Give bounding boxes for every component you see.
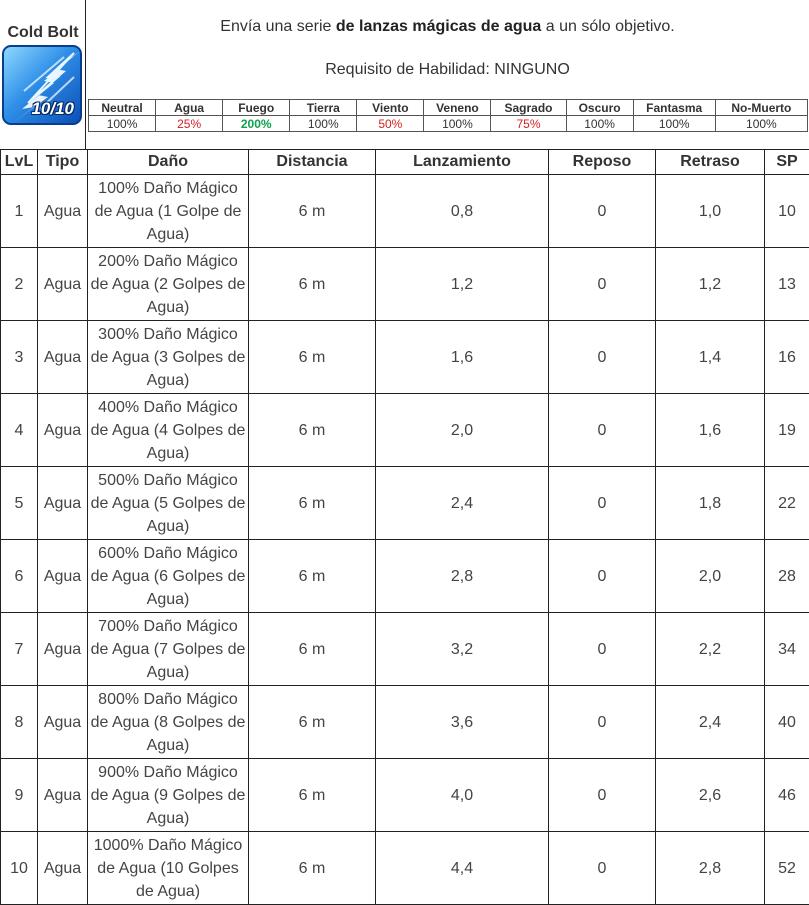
cell-dano: 300% Daño Mágico de Agua (3 Golpes de Agua) — [88, 321, 249, 394]
element-header: Veneno — [424, 100, 491, 116]
element-value: 100% — [89, 116, 156, 132]
table-row — [1, 394, 809, 467]
element-header: Viento — [357, 100, 424, 116]
cell-lanzamiento: 3,2 — [376, 613, 549, 686]
description-bold: de lanzas mágicas de agua — [336, 18, 541, 35]
column-header-tipo: Tipo — [38, 150, 88, 175]
cell-lanzamiento: 4,0 — [376, 759, 549, 832]
element-value: 100% — [290, 116, 357, 132]
cell-retraso: 2,0 — [656, 540, 765, 613]
element-header: Fantasma — [633, 100, 715, 116]
cell-lvl: 3 — [1, 321, 38, 394]
cell-distancia: 6 m — [249, 540, 376, 613]
element-value-row — [89, 116, 808, 132]
cell-tipo: Agua — [38, 321, 88, 394]
cell-lvl: 2 — [1, 248, 38, 321]
cell-sp: 52 — [765, 832, 809, 905]
table-row — [1, 467, 809, 540]
cell-tipo: Agua — [38, 832, 88, 905]
table-row — [1, 686, 809, 759]
cell-reposo: 0 — [549, 467, 656, 540]
cell-sp: 10 — [765, 175, 809, 248]
column-header-retraso: Retraso — [656, 150, 765, 175]
cell-lvl: 5 — [1, 467, 38, 540]
cell-dano: 100% Daño Mágico de Agua (1 Golpe de Agua) — [88, 175, 249, 248]
element-header: Sagrado — [491, 100, 566, 116]
cell-retraso: 2,6 — [656, 759, 765, 832]
column-header-reposo: Reposo — [549, 150, 656, 175]
cell-sp: 16 — [765, 321, 809, 394]
cell-reposo: 0 — [549, 248, 656, 321]
cell-lanzamiento: 1,6 — [376, 321, 549, 394]
element-header: Neutral — [89, 100, 156, 116]
cell-tipo: Agua — [38, 759, 88, 832]
cell-retraso: 2,2 — [656, 613, 765, 686]
cell-dano: 700% Daño Mágico de Agua (7 Golpes de Agua) — [88, 613, 249, 686]
cell-sp: 28 — [765, 540, 809, 613]
cell-dano: 800% Daño Mágico de Agua (8 Golpes de Agua) — [88, 686, 249, 759]
cell-lanzamiento: 3,6 — [376, 686, 549, 759]
cell-dano: 900% Daño Mágico de Agua (9 Golpes de Agua) — [88, 759, 249, 832]
element-header: Fuego — [223, 100, 290, 116]
skill-description — [86, 18, 809, 36]
element-value: 100% — [633, 116, 715, 132]
cell-sp: 46 — [765, 759, 809, 832]
cell-lvl: 9 — [1, 759, 38, 832]
table-row — [1, 832, 809, 905]
cell-lanzamiento: 4,4 — [376, 832, 549, 905]
element-header: Oscuro — [566, 100, 633, 116]
column-header-distancia: Distancia — [249, 150, 376, 175]
cell-lanzamiento: 2,0 — [376, 394, 549, 467]
cell-sp: 19 — [765, 394, 809, 467]
element-header-row — [89, 100, 808, 116]
skill-level-badge: 10/10 — [31, 99, 74, 119]
cell-reposo: 0 — [549, 394, 656, 467]
cell-distancia: 6 m — [249, 175, 376, 248]
cell-retraso: 1,2 — [656, 248, 765, 321]
skill-box — [0, 0, 86, 150]
cell-lanzamiento: 2,8 — [376, 540, 549, 613]
element-header: Agua — [156, 100, 223, 116]
cell-distancia: 6 m — [249, 613, 376, 686]
cell-reposo: 0 — [549, 613, 656, 686]
cell-tipo: Agua — [38, 248, 88, 321]
cell-lanzamiento: 2,4 — [376, 467, 549, 540]
cell-tipo: Agua — [38, 467, 88, 540]
cell-lanzamiento: 0,8 — [376, 175, 549, 248]
cell-reposo: 0 — [549, 540, 656, 613]
table-row — [1, 175, 809, 248]
element-value: 100% — [566, 116, 633, 132]
cell-distancia: 6 m — [249, 832, 376, 905]
column-header-sp: SP — [765, 150, 809, 175]
cell-retraso: 2,4 — [656, 686, 765, 759]
element-header: No-Muerto — [715, 100, 807, 116]
cell-distancia: 6 m — [249, 394, 376, 467]
cell-sp: 13 — [765, 248, 809, 321]
column-header-dano: Daño — [88, 150, 249, 175]
cell-retraso: 1,6 — [656, 394, 765, 467]
cell-tipo: Agua — [38, 613, 88, 686]
cell-reposo: 0 — [549, 175, 656, 248]
table-row — [1, 248, 809, 321]
description-pre: Envía una serie — [220, 18, 336, 35]
table-row — [1, 321, 809, 394]
element-value: 25% — [156, 116, 223, 132]
cell-retraso: 1,8 — [656, 467, 765, 540]
cell-tipo: Agua — [38, 686, 88, 759]
cell-tipo: Agua — [38, 175, 88, 248]
column-header-lanzamiento: Lanzamiento — [376, 150, 549, 175]
element-value: 75% — [491, 116, 566, 132]
cell-reposo: 0 — [549, 759, 656, 832]
cell-lvl: 1 — [1, 175, 38, 248]
cell-distancia: 6 m — [249, 321, 376, 394]
table-row — [1, 613, 809, 686]
cell-lvl: 10 — [1, 832, 38, 905]
cell-distancia: 6 m — [249, 467, 376, 540]
cell-retraso: 1,0 — [656, 175, 765, 248]
cell-tipo: Agua — [38, 394, 88, 467]
table-row — [1, 759, 809, 832]
cell-lvl: 7 — [1, 613, 38, 686]
table-header-row — [1, 150, 809, 175]
skill-header — [0, 0, 809, 150]
skill-requirement: Requisito de Habilidad: NINGUNO — [86, 61, 809, 79]
skill-level-table — [0, 149, 809, 905]
element-header: Tierra — [290, 100, 357, 116]
cell-lvl: 6 — [1, 540, 38, 613]
skill-name: Cold Bolt — [0, 24, 86, 42]
cell-dano: 1000% Daño Mágico de Agua (10 Golpes de Agua) — [88, 832, 249, 905]
cell-dano: 200% Daño Mágico de Agua (2 Golpes de Agua) — [88, 248, 249, 321]
description-post: a un sólo objetivo. — [541, 18, 674, 35]
table-row — [1, 540, 809, 613]
cell-dano: 600% Daño Mágico de Agua (6 Golpes de Agua) — [88, 540, 249, 613]
cell-sp: 40 — [765, 686, 809, 759]
column-header-lvl: LvL — [1, 150, 38, 175]
cell-sp: 34 — [765, 613, 809, 686]
cell-dano: 500% Daño Mágico de Agua (5 Golpes de Agua) — [88, 467, 249, 540]
cell-lanzamiento: 1,2 — [376, 248, 549, 321]
cell-distancia: 6 m — [249, 248, 376, 321]
element-value: 100% — [715, 116, 807, 132]
cell-distancia: 6 m — [249, 686, 376, 759]
cell-sp: 22 — [765, 467, 809, 540]
cell-distancia: 6 m — [249, 759, 376, 832]
cell-tipo: Agua — [38, 540, 88, 613]
element-value: 200% — [223, 116, 290, 132]
cell-reposo: 0 — [549, 321, 656, 394]
cell-dano: 400% Daño Mágico de Agua (4 Golpes de Agua) — [88, 394, 249, 467]
cell-reposo: 0 — [549, 686, 656, 759]
cell-reposo: 0 — [549, 832, 656, 905]
ice-bolt-icon — [2, 45, 82, 125]
element-value: 100% — [424, 116, 491, 132]
cell-lvl: 8 — [1, 686, 38, 759]
element-table — [88, 99, 808, 132]
element-value: 50% — [357, 116, 424, 132]
cell-lvl: 4 — [1, 394, 38, 467]
cell-retraso: 1,4 — [656, 321, 765, 394]
cell-retraso: 2,8 — [656, 832, 765, 905]
